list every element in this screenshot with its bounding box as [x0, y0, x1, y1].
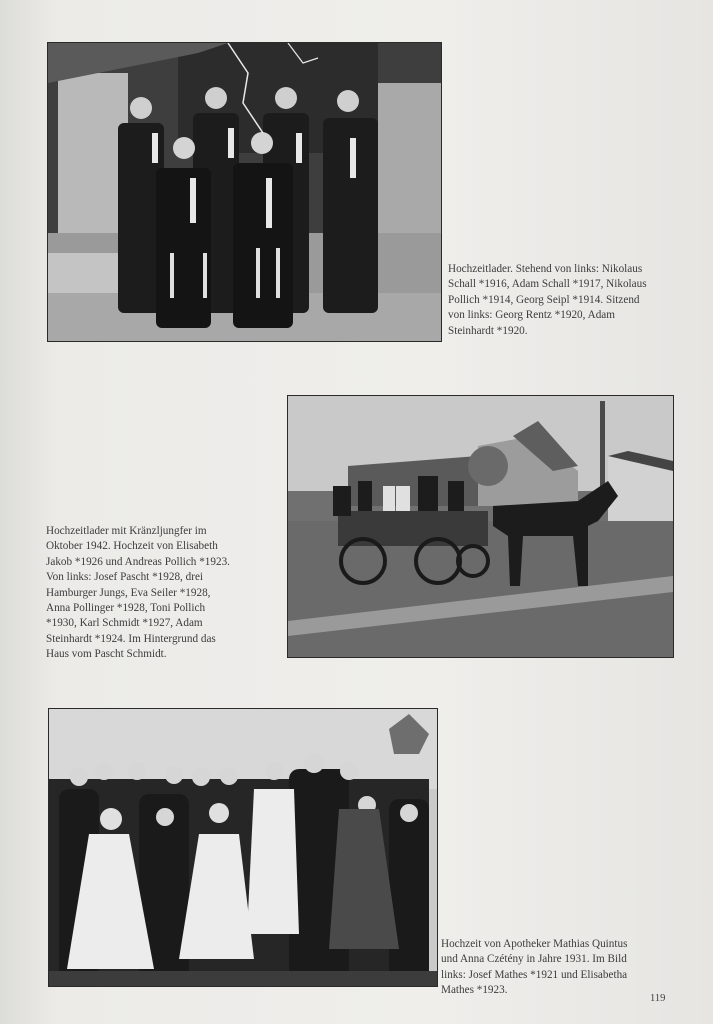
photo-caption: Hochzeitlader mit Kränzljungfer im Oktober 1942. Hochzeit von Elisabeth Jakob *1926 und Andreas Pollich *1923. Von links: Josef Pascht *1928, drei Hamburger Jungs, Eva Seiler *1928, Anna Pollinger *1928, Toni Pollich *1930, Karl Schmidt *1927, Adam Steinhardt *1924. Im Hintergrund das Haus vom Pascht Schmidt. [46, 525, 230, 661]
photo-horse-cart-image [288, 396, 673, 657]
photo-horse-cart [287, 395, 674, 658]
photo-wedding-inviters-image [48, 43, 441, 341]
photo-wedding-group [48, 708, 438, 987]
photo-caption: Hochzeitlader. Stehend von links: Nikolaus Schall *1916, Adam Schall *1917, Nikolaus Pollich *1914, Georg Seipl *1914. Sitzend von links: Georg Rentz *1920, Adam Steinhardt *1920. [448, 263, 647, 337]
photo-caption: Hochzeit von Apotheker Mathias Quintus und Anna Czétény in Jahre 1931. Im Bild links: Josef Mathes *1921 und Elisabetha Mathes *1923. [441, 938, 628, 997]
photo-wedding-inviters [47, 42, 442, 342]
photo-wedding-group-image [49, 709, 437, 986]
page-number: 119 [650, 993, 666, 1004]
